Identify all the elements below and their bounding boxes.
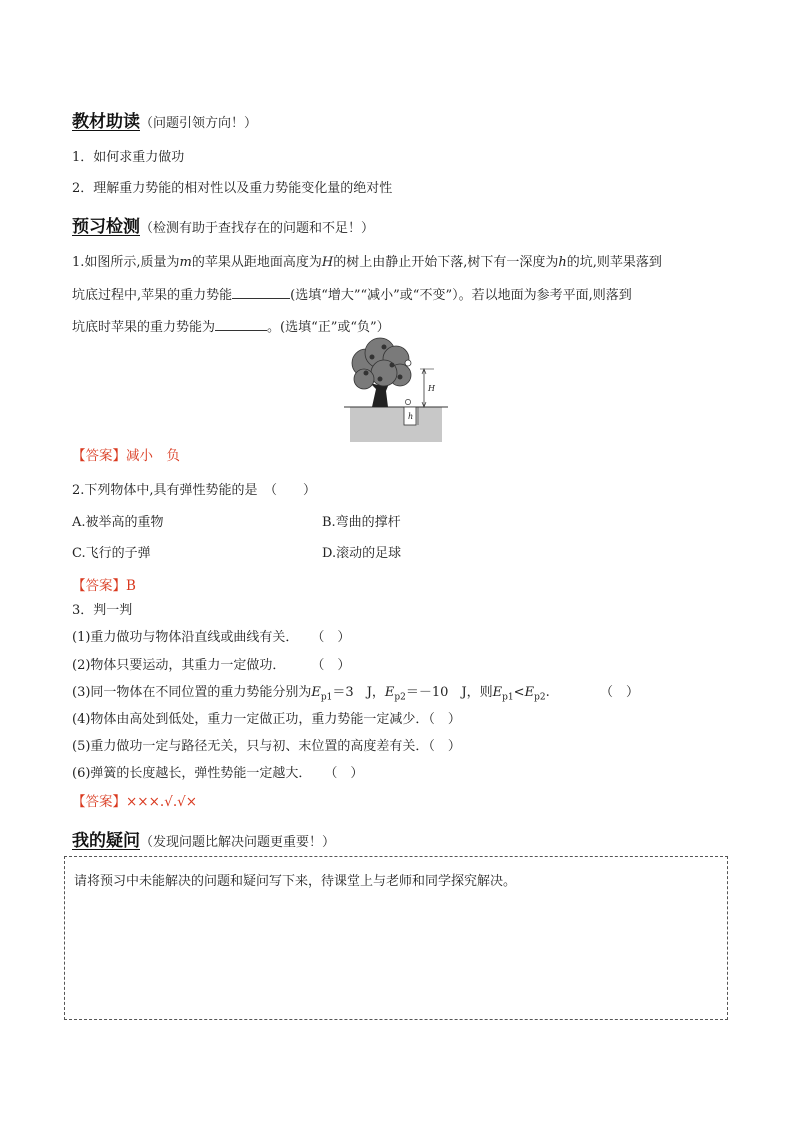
- doubt-hint: （发现问题比解决问题更重要！）: [140, 835, 336, 850]
- mass-symbol: m: [179, 255, 192, 270]
- height-symbol: H: [321, 255, 334, 270]
- q1-line-3: [72, 316, 390, 335]
- q2-option-a: A.被举高的重物: [72, 515, 164, 530]
- guide-item-1: 1．如何求重力做功: [72, 150, 185, 165]
- energy-subscript: p1: [502, 692, 514, 703]
- energy-subscript: p2: [394, 692, 406, 703]
- guide-item-2: 2．理解重力势能的相对性以及重力势能变化量的绝对性: [72, 181, 393, 196]
- q1-text: 坑底时苹果的重力势能为: [72, 320, 216, 335]
- q3-item-1: (1)重力做功与物体沿直线或曲线有关． （ ）: [72, 630, 351, 645]
- guide-hint: （问题引领方向！）: [140, 116, 258, 131]
- energy-symbol: E: [524, 685, 535, 700]
- tree-pit-figure: [344, 333, 448, 445]
- answer-tag: 【答案】: [72, 578, 126, 594]
- q1-text: (选填“增大”“减小”或“不变”）。若以地面为参考平面,则落到: [290, 288, 632, 303]
- q1-answer: [72, 444, 180, 464]
- q3-answer: [72, 790, 197, 810]
- q3-text: ＝－10 J，则: [405, 685, 493, 700]
- q3-item-3-paren: （ ）: [600, 685, 640, 700]
- preview-hint: （检测有助于查找存在的问题和不足！）: [140, 221, 375, 236]
- guide-title: 教材助读: [72, 112, 140, 132]
- answer-value: 减小 负: [126, 448, 180, 464]
- q2-option-b: B.弯曲的撑杆: [322, 515, 401, 530]
- energy-symbol: E: [384, 685, 395, 700]
- answer-tag: 【答案】: [72, 794, 126, 810]
- energy-subscript: p2: [534, 692, 546, 703]
- q3-item-5: (5)重力做功一定与路径无关，只与初、末位置的高度差有关．（ ）: [72, 739, 461, 754]
- q2-option-d: D.滚动的足球: [322, 546, 402, 561]
- q3-item-6: (6)弹簧的长度越长，弹性势能一定越大． （ ）: [72, 766, 364, 781]
- falling-apple: [405, 360, 411, 366]
- energy-subscript: p1: [320, 692, 333, 703]
- question-writing-box[interactable]: [64, 856, 728, 1020]
- answer-tag: 【答案】: [72, 448, 126, 464]
- q3-item-3: [72, 681, 550, 703]
- doubt-title: 我的疑问: [72, 831, 140, 851]
- q3-stem: 3．判一判: [72, 603, 133, 618]
- q1-text: 1.如图所示,质量为: [72, 255, 180, 270]
- q1-text: 的树上由静止开始下落,树下有一深度为: [333, 255, 559, 270]
- answer-blank[interactable]: [215, 318, 267, 331]
- q2-answer: [72, 574, 136, 594]
- q3-text: (3)同一物体在不同位置的重力势能分别为: [72, 685, 312, 700]
- q2-stem: 2.下列物体中,具有弹性势能的是 （ ）: [72, 483, 317, 498]
- preview-section-heading: [72, 212, 374, 237]
- q3-item-2: (2)物体只要运动，其重力一定做功． （ ）: [72, 658, 351, 673]
- q1-text: 坑底过程中,苹果的重力势能: [72, 288, 233, 303]
- q1-text: 。(选填“正”或“负”）: [267, 320, 390, 335]
- h-label: h: [408, 412, 414, 421]
- preview-title: 预习检测: [72, 217, 140, 237]
- q3-text: ＝3 J，: [332, 685, 385, 700]
- answer-blank[interactable]: [232, 286, 290, 299]
- answer-value: B: [126, 578, 136, 594]
- answer-value: ×××.√.√×: [126, 794, 198, 810]
- energy-symbol: E: [492, 685, 503, 700]
- q1-line-1: [72, 251, 662, 270]
- q1-text: 的苹果从距地面高度为: [191, 255, 322, 270]
- q3-item-4: (4)物体由高处到低处，重力一定做正功，重力势能一定减少．（ ）: [72, 712, 461, 727]
- guide-section-heading: [72, 107, 257, 132]
- q3-text: <: [513, 685, 525, 700]
- writing-box-instruction: 请将预习中未能解决的问题和疑问写下来，待课堂上与老师和同学探究解决。: [74, 874, 517, 889]
- q1-text: 的坑,则苹果落到: [566, 255, 662, 270]
- q2-option-c: C.飞行的子弹: [72, 546, 151, 561]
- ground: [350, 407, 442, 442]
- depth-symbol: h: [558, 255, 567, 270]
- q3-text: .: [545, 685, 550, 700]
- energy-symbol: E: [311, 685, 321, 700]
- tree-crown: [352, 338, 411, 389]
- H-label: H: [428, 384, 435, 393]
- doubt-section-heading: [72, 826, 335, 851]
- q1-line-2: [72, 284, 632, 303]
- apple-mark: [405, 399, 410, 404]
